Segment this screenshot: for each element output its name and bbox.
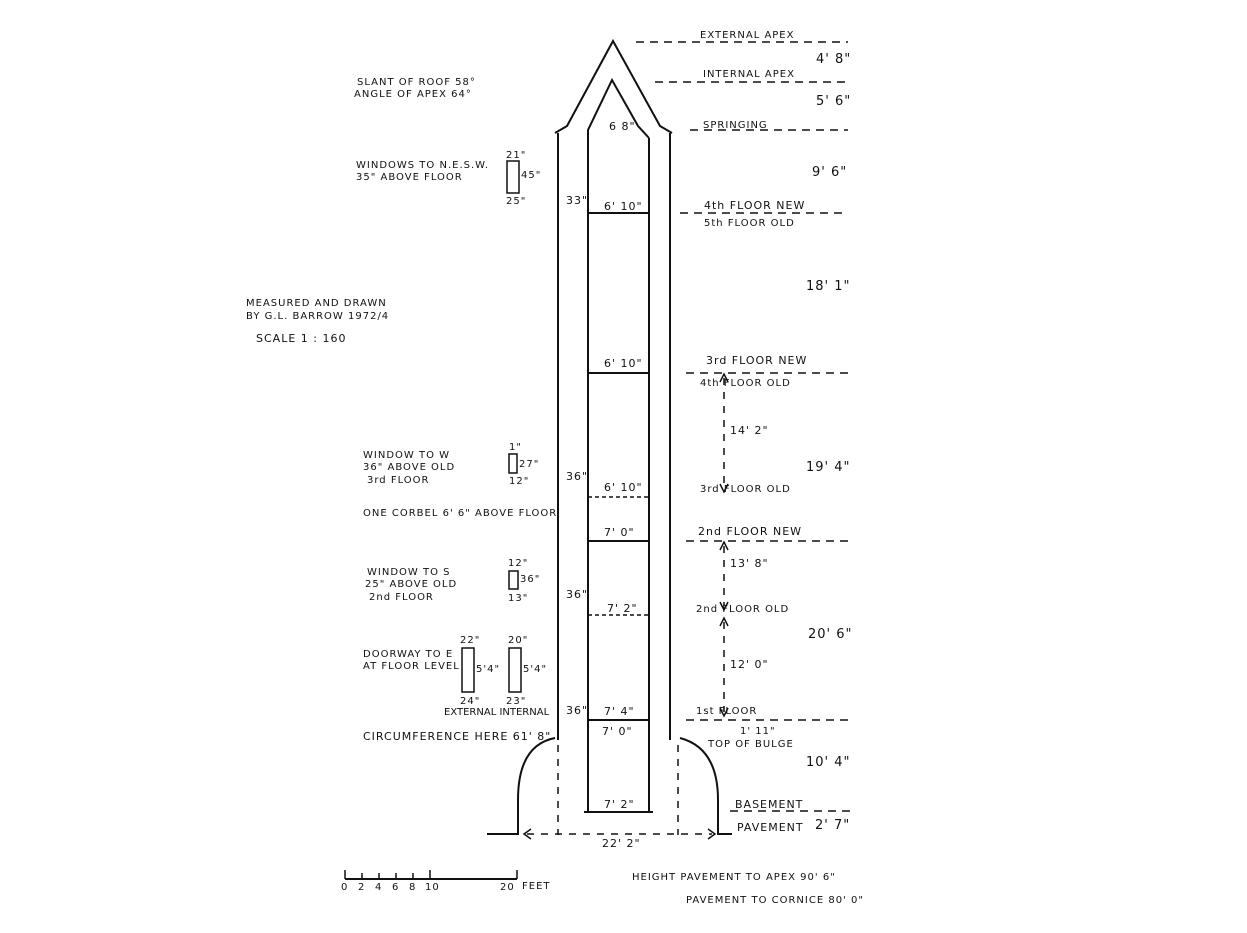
note-window-s: WINDOW TO S bbox=[367, 567, 451, 578]
label-floor4-old: 4th FLOOR OLD bbox=[700, 378, 791, 389]
totals bbox=[632, 872, 864, 906]
note-scale: SCALE 1 : 160 bbox=[256, 332, 347, 345]
window-w-top: 1" bbox=[509, 442, 522, 453]
width-below1: 7' 0" bbox=[602, 725, 633, 738]
height-2: 5' 6" bbox=[816, 94, 852, 109]
note-doorway-level: AT FLOOR LEVEL bbox=[363, 661, 460, 672]
window-nesw-side: 45" bbox=[521, 170, 542, 181]
height-8: 2' 7" bbox=[815, 818, 851, 833]
window-s-shape bbox=[509, 571, 518, 589]
window-s-side: 36" bbox=[520, 574, 541, 585]
note-windows-nesw: WINDOWS TO N.E.S.W. bbox=[356, 160, 490, 171]
inner-span-arrows bbox=[720, 374, 728, 716]
door-internal-bottom: 23" bbox=[506, 696, 527, 707]
window-nesw-bottom: 25" bbox=[506, 196, 527, 207]
interior-widths bbox=[602, 120, 643, 850]
note-doorway: DOORWAY TO E bbox=[363, 649, 454, 660]
note-apex-angle: ANGLE OF APEX 64° bbox=[354, 89, 472, 100]
note-circumference: CIRCUMFERENCE HERE 61' 8" bbox=[363, 730, 552, 743]
label-floor5-old: 5th FLOOR OLD bbox=[704, 218, 795, 229]
label-floor4-new: 4th FLOOR NEW bbox=[704, 199, 806, 212]
height-3: 9' 6" bbox=[812, 165, 848, 180]
height-values bbox=[806, 52, 853, 833]
scale-tick-20: 20 bbox=[500, 882, 515, 893]
label-floor3-old: 3rd FLOOR OLD bbox=[700, 484, 791, 495]
door-external-top: 22" bbox=[460, 635, 481, 646]
door-external-bottom: 24" bbox=[460, 696, 481, 707]
note-measured-by: BY G.L. BARROW 1972/4 bbox=[246, 311, 390, 322]
span-3: 12' 0" bbox=[730, 658, 769, 671]
door-internal-top: 20" bbox=[508, 635, 529, 646]
scale-tick-4: 4 bbox=[375, 882, 383, 893]
note-measured: MEASURED AND DRAWN bbox=[246, 298, 387, 309]
height-4: 18' 1" bbox=[806, 279, 851, 294]
note-corbel: ONE CORBEL 6' 6" ABOVE FLOOR bbox=[363, 508, 558, 519]
window-w-bottom: 12" bbox=[509, 476, 530, 487]
window-w-shape bbox=[509, 454, 517, 473]
label-internal-apex: INTERNAL APEX bbox=[703, 69, 795, 80]
note-windows-height: 35" ABOVE FLOOR bbox=[356, 172, 463, 183]
note-roof-slant: SLANT OF ROOF 58° bbox=[357, 77, 476, 88]
window-s-bottom: 13" bbox=[508, 593, 529, 604]
label-basement: BASEMENT bbox=[735, 798, 804, 811]
width-base: 22' 2" bbox=[602, 837, 641, 850]
door-captions: EXTERNAL INTERNAL bbox=[444, 707, 550, 718]
label-external-apex: EXTERNAL APEX bbox=[700, 30, 795, 41]
thickness-low: 36" bbox=[566, 588, 589, 601]
width-floor2new: 7' 0" bbox=[604, 526, 635, 539]
scale-tick-10: 10 bbox=[425, 882, 440, 893]
span-2: 13' 8" bbox=[730, 557, 769, 570]
scale-tick-2: 2 bbox=[358, 882, 366, 893]
note-window-w: WINDOW TO W bbox=[363, 450, 451, 461]
width-floor2old: 7' 2" bbox=[607, 602, 638, 615]
window-s-top: 12" bbox=[508, 558, 529, 569]
window-nesw-shape bbox=[507, 161, 519, 193]
width-floor5: 6' 10" bbox=[604, 200, 643, 213]
width-floor3: 6' 10" bbox=[604, 481, 643, 494]
scale-tick-6: 6 bbox=[392, 882, 400, 893]
scale-tick-0: 0 bbox=[341, 882, 349, 893]
height-1: 4' 8" bbox=[816, 52, 852, 67]
width-basement: 7' 2" bbox=[604, 798, 635, 811]
label-floor2-old: 2nd FLOOR OLD bbox=[696, 604, 790, 615]
total-pavement-to-cornice: PAVEMENT TO CORNICE 80' 0" bbox=[686, 895, 864, 906]
window-nesw-top: 21" bbox=[506, 150, 527, 161]
door-external-shape bbox=[462, 648, 474, 692]
scale-unit: FEET bbox=[522, 881, 551, 892]
height-6: 20' 6" bbox=[808, 627, 853, 642]
width-springing: 6 8" bbox=[609, 120, 636, 133]
label-top-of-bulge: TOP OF BULGE bbox=[708, 739, 794, 750]
door-external-side: 5'4" bbox=[476, 664, 501, 675]
note-window-w-height: 36" ABOVE OLD bbox=[363, 462, 456, 473]
note-window-w-floor: 3rd FLOOR bbox=[367, 475, 430, 486]
thickness-top: 33" bbox=[566, 194, 589, 207]
wall-thickness bbox=[566, 194, 588, 717]
note-window-s-height: 25" ABOVE OLD bbox=[365, 579, 458, 590]
thickness-bottom: 36" bbox=[566, 704, 589, 717]
note-window-s-floor: 2nd FLOOR bbox=[369, 592, 434, 603]
height-5: 19' 4" bbox=[806, 460, 851, 475]
height-7: 10' 4" bbox=[806, 755, 851, 770]
left-notes bbox=[246, 77, 557, 743]
span-1: 14' 2" bbox=[730, 424, 769, 437]
label-pavement: PAVEMENT bbox=[737, 821, 804, 834]
scale-tick-8: 8 bbox=[409, 882, 417, 893]
door-internal-side: 5'4" bbox=[523, 664, 548, 675]
label-springing: SPRINGING bbox=[703, 120, 768, 131]
window-w-side: 27" bbox=[519, 459, 540, 470]
label-floor2-new: 2nd FLOOR NEW bbox=[698, 525, 803, 538]
total-pavement-to-apex: HEIGHT PAVEMENT TO APEX 90' 6" bbox=[632, 872, 836, 883]
width-floor1: 7' 4" bbox=[604, 705, 635, 718]
scale-bar bbox=[341, 870, 551, 893]
width-floor4: 6' 10" bbox=[604, 357, 643, 370]
label-floor1: 1st FLOOR bbox=[696, 706, 758, 717]
label-floor3-new: 3rd FLOOR NEW bbox=[706, 354, 808, 367]
inner-span-labels bbox=[730, 424, 776, 737]
thickness-mid: 36" bbox=[566, 470, 589, 483]
door-internal-shape bbox=[509, 648, 521, 692]
span-bulge: 1' 11" bbox=[740, 726, 776, 737]
